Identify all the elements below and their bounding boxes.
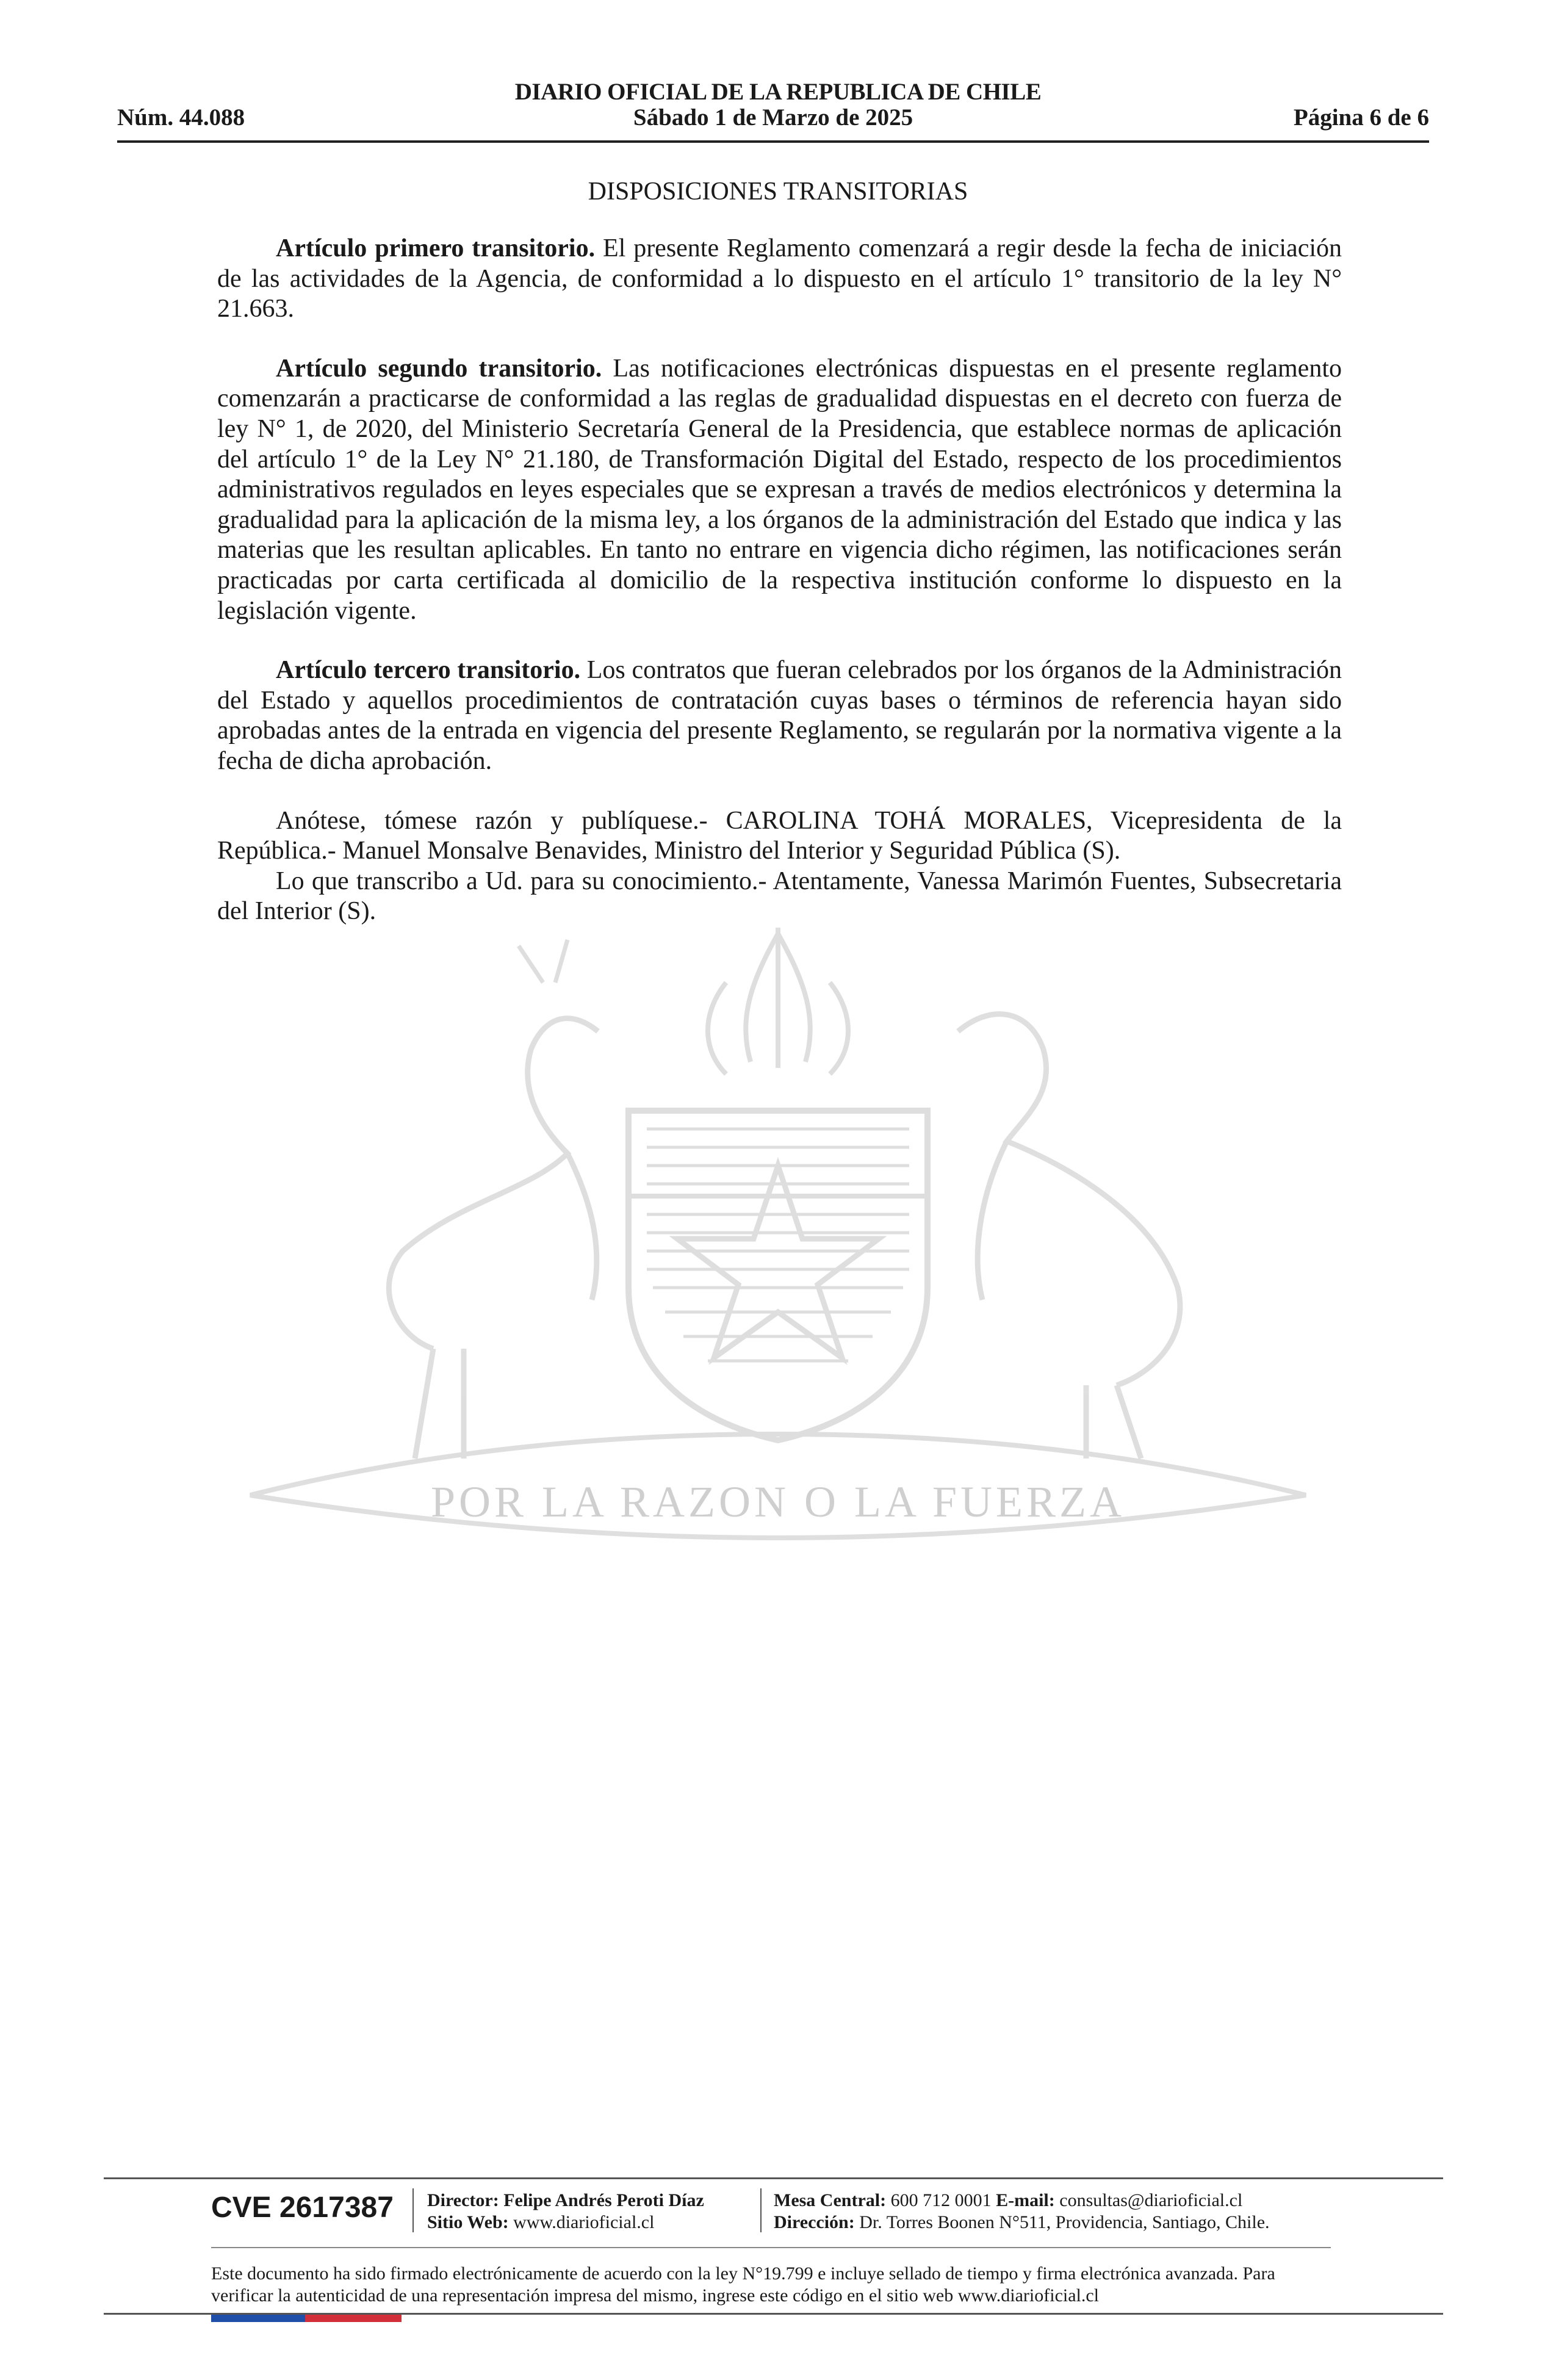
footer-director-block (427, 2190, 704, 2234)
footer-separator-1 (412, 2188, 414, 2232)
website-label: Sitio Web: (427, 2212, 509, 2232)
article-2-text: Las notificaciones electrónicas dispuestas en el presente reglamento comenzarán a practicarse de conformidad a las reglas de gradualidad dispuestas en el decreto con fuerza de ley N° 1, de 2020, del Ministerio Secretaría General de la Presidencia, que establece normas de aplicación del artículo 1° de la Ley N° 21.180, de Transformación Digital del Estado, respecto de los procedimientos administrativos regulados en leyes especiales que se expresan a través de medios electrónicos y determina la gradualidad para la aplicación de la misma ley, a los órganos de la administración del Estado que indica y las materias que les resultan aplicables. En tanto no entrare en vigencia dicho régimen, las notificaciones serán practicadas por carta certificada al domicilio de la respectiva institución conforme lo dispuesto en la legislación vigente. (217, 354, 1342, 625)
footer-contact-block (774, 2190, 1270, 2234)
phone-number: 600 712 0001 (890, 2190, 992, 2210)
signature-paragraph: Anótese, tómese razón y publíquese.- CAROLINA TOHÁ MORALES, Vicepresidenta de la República.- Manuel Monsalve Benavides, Ministro del Interior y Seguridad Pública (S). (217, 806, 1342, 865)
phone-label: Mesa Central: (774, 2190, 887, 2210)
issue-number: Núm. 44.088 (117, 104, 245, 131)
publication-title: DIARIO OFICIAL DE LA REPUBLICA DE CHILE (514, 79, 1042, 105)
transcription-paragraph: Lo que transcribo a Ud. para su conocimiento.- Atentamente, Vanessa Marimón Fuentes, Subsecretaria del Interior (S). (217, 867, 1342, 926)
director-name: Felipe Andrés Peroti Díaz (503, 2190, 704, 2210)
header-divider (117, 140, 1429, 143)
email-link[interactable]: consultas@diarioficial.cl (1059, 2190, 1243, 2210)
flag-stripe-blue (211, 2315, 305, 2322)
article-1 (217, 234, 1342, 325)
header-row (117, 104, 1429, 134)
motto-text: POR LA RAZON O LA FUERZA (430, 1477, 1126, 1526)
address-label: Dirección: (774, 2212, 855, 2232)
article-1-heading: Artículo primero transitorio. (276, 234, 596, 262)
address-text: Dr. Torres Boonen N°511, Providencia, Santiago, Chile. (859, 2212, 1270, 2232)
article-3 (217, 655, 1342, 776)
footer-top-rule (104, 2177, 1443, 2179)
flag-stripe-red (305, 2315, 402, 2322)
document-body (217, 234, 1342, 927)
article-3-text: Los contratos que fueran celebrados por los órganos de la Administración del Estado y aquellos procedimientos de contratación cuyas bases o términos de referencia hayan sido aprobadas antes de la entrada en vigencia del presente Reglamento, se regularán por la normativa vigente a la fecha de dicha aprobación. (217, 656, 1342, 775)
article-2-heading: Artículo segundo transitorio. (276, 354, 602, 383)
coat-of-arms-watermark (201, 909, 1355, 1605)
footer-separator-2 (760, 2188, 762, 2232)
director-label: Director: (427, 2190, 499, 2210)
email-label: E-mail: (996, 2190, 1055, 2210)
issue-date: Sábado 1 de Marzo de 2025 (633, 104, 913, 131)
footer-mid-rule (211, 2247, 1331, 2248)
article-3-heading: Artículo tercero transitorio. (276, 656, 581, 685)
article-1-text: El presente Reglamento comenzará a regir desde la fecha de iniciación de las actividades de la Agencia, de conformidad a lo dispuesto en el artículo 1° transitorio de la ley N° 21.663. (217, 234, 1342, 323)
section-title: DISPOSICIONES TRANSITORIAS (588, 178, 968, 206)
website-link[interactable]: www.diarioficial.cl (513, 2212, 655, 2232)
signature-notice: Este documento ha sido firmado electrónicamente de acuerdo con la ley N°19.799 e incluye sellado de tiempo y firma electrónica avanzada. Para verificar la autenticidad de una representación impresa del mismo, ingrese este código en el sitio web www.diarioficial.cl (211, 2263, 1275, 2306)
page-number: Página 6 de 6 (1293, 104, 1429, 131)
cve-code: CVE 2617387 (211, 2191, 394, 2224)
article-2 (217, 354, 1342, 626)
